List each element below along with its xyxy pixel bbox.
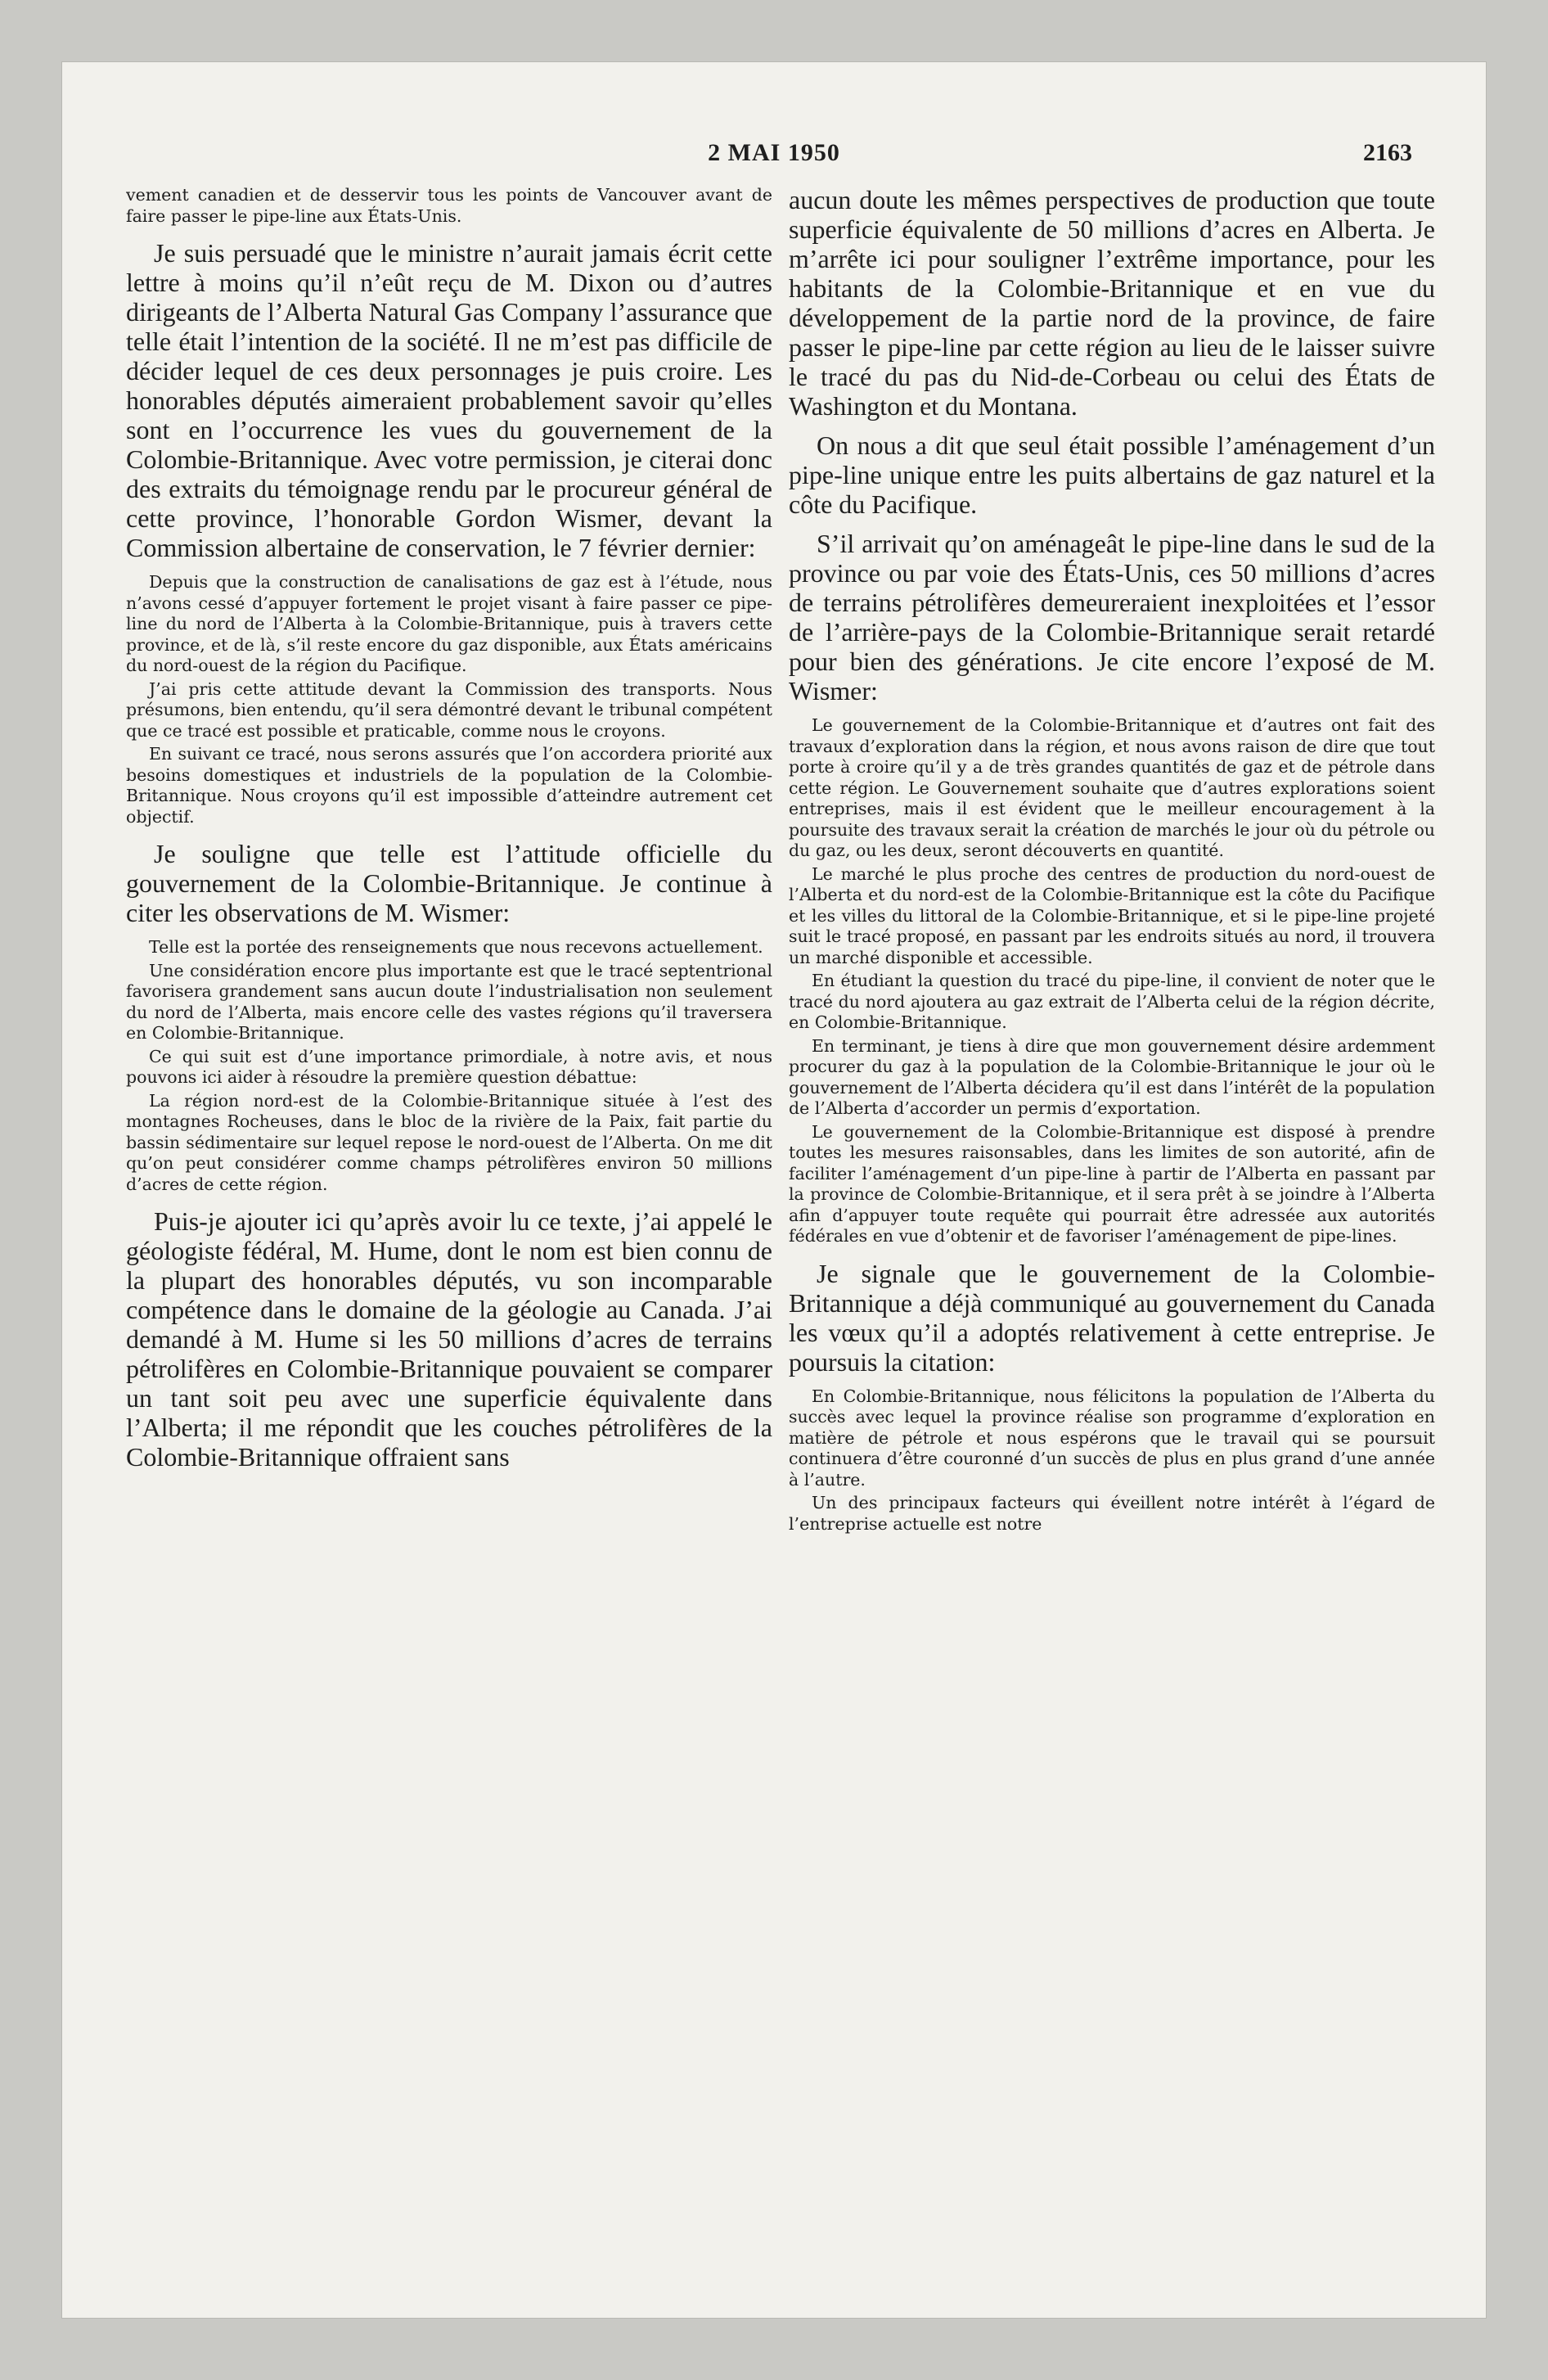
paragraph: Puis-je ajouter ici qu’après avoir lu ce texte, j’ai appelé le géologiste fédéral, M. Hume, dont le nom est bien connu de la plupart des honorables députés, vu son incomparable compétence dans le domaine de la géologie au Canada. J’ai demandé à M. Hume si les 50 millions d’acres de terrains pétrolifères en Colombie-Britannique pouvaient se comparer un tant soit peu avec une superficie équivalente dans l’Alberta; il me répondit que les couches pétrolifères de la Colombie-Britannique offraient sans	[126, 1206, 772, 1472]
quote-paragraph: En suivant ce tracé, nous serons assurés que l’on accordera priorité aux besoins domestiques et industriels de la population de la Colombie-Britannique. Nous croyons qu’il est impossible d’atteindre autrement cet objectif.	[126, 744, 772, 827]
quote-paragraph: Le gouvernement de la Colombie-Britannique est disposé à prendre toutes les mesures raisonsables, dans les limites de son autorité, afin de faciliter l’aménagement d’un pipe-line à partir de l’Alberta en passant par la province de Colombie-Britannique, et il sera prêt à se joindre à l’Alberta afin d’appuyer toute requête qui pourrait être adressée aux autorités fédérales en vue d’obtenir et de favoriser l’aménagement de pipe-lines.	[789, 1121, 1435, 1246]
page	[62, 62, 1486, 2318]
quote-paragraph: J’ai pris cette attitude devant la Commission des transports. Nous présumons, bien entendu, qu’il sera démontré devant le tribunal compétent que ce tracé est possible et praticable, comme nous le croyons.	[126, 678, 772, 741]
quote-paragraph: Ce qui suit est d’une importance primordiale, à notre avis, et nous pouvons ici aider à résoudre la première question débattue:	[126, 1046, 772, 1087]
quote-paragraph: En étudiant la question du tracé du pipe-line, il convient de noter que le tracé du nord ajoutera au gaz extrait de l’Alberta celui de la région décrite, en Colombie-Britannique.	[789, 971, 1435, 1032]
quote-paragraph: Un des principaux facteurs qui éveillent notre intérêt à l’égard de l’entreprise actuelle est notre	[789, 1493, 1435, 1534]
quote-paragraph: Depuis que la construction de canalisations de gaz est à l’étude, nous n’avons cessé d’appuyer fortement le projet visant à faire passer ce pipe-line du nord de l’Alberta à la Colombie-Britannique, puis à travers cette province, et de là, s’il reste encore du gaz disponible, aux États américains du nord-ouest de la région du Pacifique.	[126, 572, 772, 675]
paragraph: On nous a dit que seul était possible l’aménagement d’un pipe-line unique entre les puits albertains de gaz naturel et la côte du Pacifique.	[789, 430, 1435, 519]
paragraph: S’il arrivait qu’on aménageât le pipe-line dans le sud de la province ou par voie des États-Unis, ces 50 millions d’acres de terrains pétrolifères demeureraient inexploitées et l’essor de l’arrière-pays de la Colombie-Britannique serait retardé pour bien des générations. Je cite encore l’exposé de M. Wismer:	[789, 529, 1435, 705]
quote-paragraph: Le marché le plus proche des centres de production du nord-ouest de l’Alberta et du nord-est de la Colombie-Britannique est la côte du Pacifique et les villes du littoral de la Colombie-Britannique, et si le pipe-line projeté suit le tracé proposé, en passant par les endroits situés au nord, il trouvera un marché disponible et accessible.	[789, 863, 1435, 967]
quote-paragraph: Une considération encore plus importante est que le tracé septentrional favorisera grandement sans aucun doute l’industrialisation non seulement du nord de l’Alberta, mais encore celle des vastes régions qu’il traversera en Colombie-Britannique.	[126, 960, 772, 1043]
quote-paragraph: Telle est la portée des renseignements que nous recevons actuellement.	[149, 937, 763, 957]
quote-paragraph: Le gouvernement de la Colombie-Britannique et d’autres ont fait des travaux d’exploration dans la région, et nous avons raison de dire que tout porte à croire qu’il y a de très grandes quantités de gaz et de pétrole dans cette région. Le Gouvernement souhaite que d’autres explorations soient entreprises, mais il est évident que le meilleur encouragement à la poursuite des travaux serait la création de marchés le jour où du pétrole ou du gaz, ou les deux, seront découverts en quantité.	[789, 715, 1435, 860]
page-date: 2 MAI 1950	[708, 139, 840, 166]
page-header	[62, 139, 1486, 172]
right-column	[789, 185, 1435, 2288]
paragraph: vement canadien et de desservir tous les points de Vancouver avant de faire passer le pipe-line aux États-Unis.	[126, 185, 772, 226]
quote-paragraph: En terminant, je tiens à dire que mon gouvernement désire ardemment procurer du gaz à la population de la Colombie-Britannique le jour où le gouvernement de l’Alberta décidera qu’il est dans l’intérêt de la population de l’Alberta d’accorder un permis d’exportation.	[789, 1035, 1435, 1118]
quote-paragraph: La région nord-est de la Colombie-Britannique située à l’est des montagnes Rocheuses, dans le bloc de la rivière de la Paix, fait partie du bassin sédimentaire sur lequel repose le nord-ouest de l’Alberta. On me dit qu’on peut considérer comme champs pétrolifères environ 50 millions d’acres de cette région.	[126, 1090, 772, 1194]
paragraph: Je suis persuadé que le ministre n’aurait jamais écrit cette lettre à moins qu’il n’eût reçu de M. Dixon ou d’autres dirigeants de l’Alberta Natural Gas Company l’assurance que telle était l’intention de la société. Il ne m’est pas difficile de décider lequel de ces deux personnages je puis croire. Les honorables députés aimeraient probablement savoir qu’elles sont en l’occurrence les vues du gouvernement de la Colombie-Britannique. Avec votre permission, je citerai donc des extraits du témoignage rendu par le procureur général de cette province, l’honorable Gordon Wismer, devant la Commission albertaine de conservation, le 7 février dernier:	[126, 238, 772, 562]
paragraph: Je signale que le gouvernement de la Colombie-Britannique a déjà communiqué au gouvernement du Canada les vœux qu’il a adoptés relativement à cette entreprise. Je poursuis la citation:	[789, 1258, 1435, 1377]
paragraph: Je souligne que telle est l’attitude officielle du gouvernement de la Colombie-Britannique. Je continue à citer les observations de M. Wismer:	[126, 839, 772, 927]
paragraph: aucun doute les mêmes perspectives de production que toute superficie équivalente de 50 millions d’acres en Alberta. Je m’arrête ici pour souligner l’extrême importance, pour les habitants de la Colombie-Britannique et en vue du développement de la partie nord de la province, de faire passer le pipe-line par cette région au lieu de le laisser suivre le tracé du pas du Nid-de-Corbeau ou celui des États de Washington et du Montana.	[789, 185, 1435, 421]
quote-paragraph: En Colombie-Britannique, nous félicitons la population de l’Alberta du succès avec lequel la province réalise son programme d’exploration en matière de pétrole et nous espérons que le travail qui se poursuit continuera d’être couronné d’un succès de plus en plus grand d’une année à l’autre.	[789, 1386, 1435, 1490]
page-number: 2163	[1363, 139, 1412, 166]
left-column	[126, 185, 772, 2288]
